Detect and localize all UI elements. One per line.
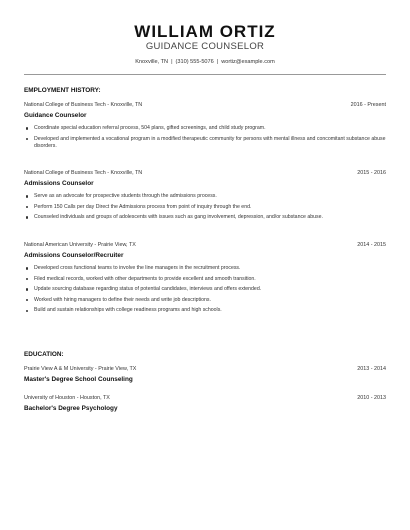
employment-heading: EMPLOYMENT HISTORY: — [24, 87, 101, 94]
job-entry — [24, 170, 386, 225]
header-divider — [24, 74, 386, 75]
bullet-item: Serve as an advocate for prospective students through the admissions process. — [24, 193, 386, 200]
job-entry — [24, 242, 386, 318]
job-header — [24, 170, 386, 179]
job-organization: National American University - Prairie View, TX — [24, 242, 136, 248]
education-dates: 2013 - 2014 — [357, 366, 386, 372]
education-entry — [24, 366, 386, 383]
bullet-item: Build and sustain relationships with college readiness programs and high schools. — [24, 307, 386, 314]
bullet-item: Developed cross functional teams to involve the line managers in the recruitment process. — [24, 265, 386, 272]
job-dates: 2014 - 2015 — [357, 242, 386, 248]
job-organization: National College of Business Tech - Knoxville, TN — [24, 170, 143, 176]
job-role: Admissions Counselor — [24, 180, 94, 187]
education-dates: 2010 - 2013 — [357, 395, 386, 401]
bullet-item: Worked with hiring managers to define their needs and write job descriptions. — [24, 297, 386, 304]
candidate-name: WILLIAM ORTIZ — [134, 22, 276, 41]
job-organization: National College of Business Tech - Knoxville, TN — [24, 102, 143, 108]
job-bullets — [24, 265, 386, 314]
job-dates: 2016 - Present — [350, 102, 386, 108]
education-entry — [24, 395, 386, 412]
bullet-item: Filed medical records, worked with other departments to provide excellent and smooth transition. — [24, 276, 386, 283]
education-organization: Prairie View A & M University - Prairie View, TX — [24, 366, 137, 372]
job-dates: 2015 - 2016 — [357, 170, 386, 176]
contact-separator: | — [216, 59, 219, 65]
candidate-title: GUIDANCE COUNSELOR — [145, 41, 265, 52]
contact-phone: (310) 555-5076 — [175, 59, 214, 65]
education-degree: Bachelor's Degree Psychology — [24, 405, 118, 412]
bullet-item: Perform 150 Calls per day Direct the Admissions process from point of inquiry through the end. — [24, 204, 386, 211]
contact-email[interactable]: wortiz@example.com — [221, 59, 275, 65]
contact-location: Knoxville, TN — [135, 59, 169, 65]
bullet-item: Coordinate special education referral process, 504 plans, gifted screenings, and child study program. — [24, 125, 386, 132]
job-bullets — [24, 125, 386, 150]
job-bullets — [24, 193, 386, 221]
bullet-item: Developed and implemented a vocational program in a modified therapeutic community for persons with mental illness and concomitant substance abuse disorders. — [24, 136, 386, 150]
education-degree: Master's Degree School Counseling — [24, 376, 133, 383]
education-organization: University of Houston - Houston, TX — [24, 395, 110, 401]
job-role: Admissions Counselor/Recruiter — [24, 252, 124, 259]
job-role: Guidance Counselor — [24, 112, 87, 119]
education-header — [24, 395, 386, 404]
job-header — [24, 102, 386, 111]
job-entry — [24, 102, 386, 153]
education-heading: EDUCATION: — [24, 351, 64, 358]
education-header — [24, 366, 386, 375]
bullet-item: Counseled individuals and groups of adolescents with issues such as gang involvement, depression, and/or substance abuse. — [24, 214, 386, 221]
contact-line — [0, 59, 410, 65]
job-header — [24, 242, 386, 251]
bullet-item: Update sourcing database regarding status of potential candidates, interviews and offers extended. — [24, 286, 386, 293]
contact-separator: | — [171, 59, 173, 65]
